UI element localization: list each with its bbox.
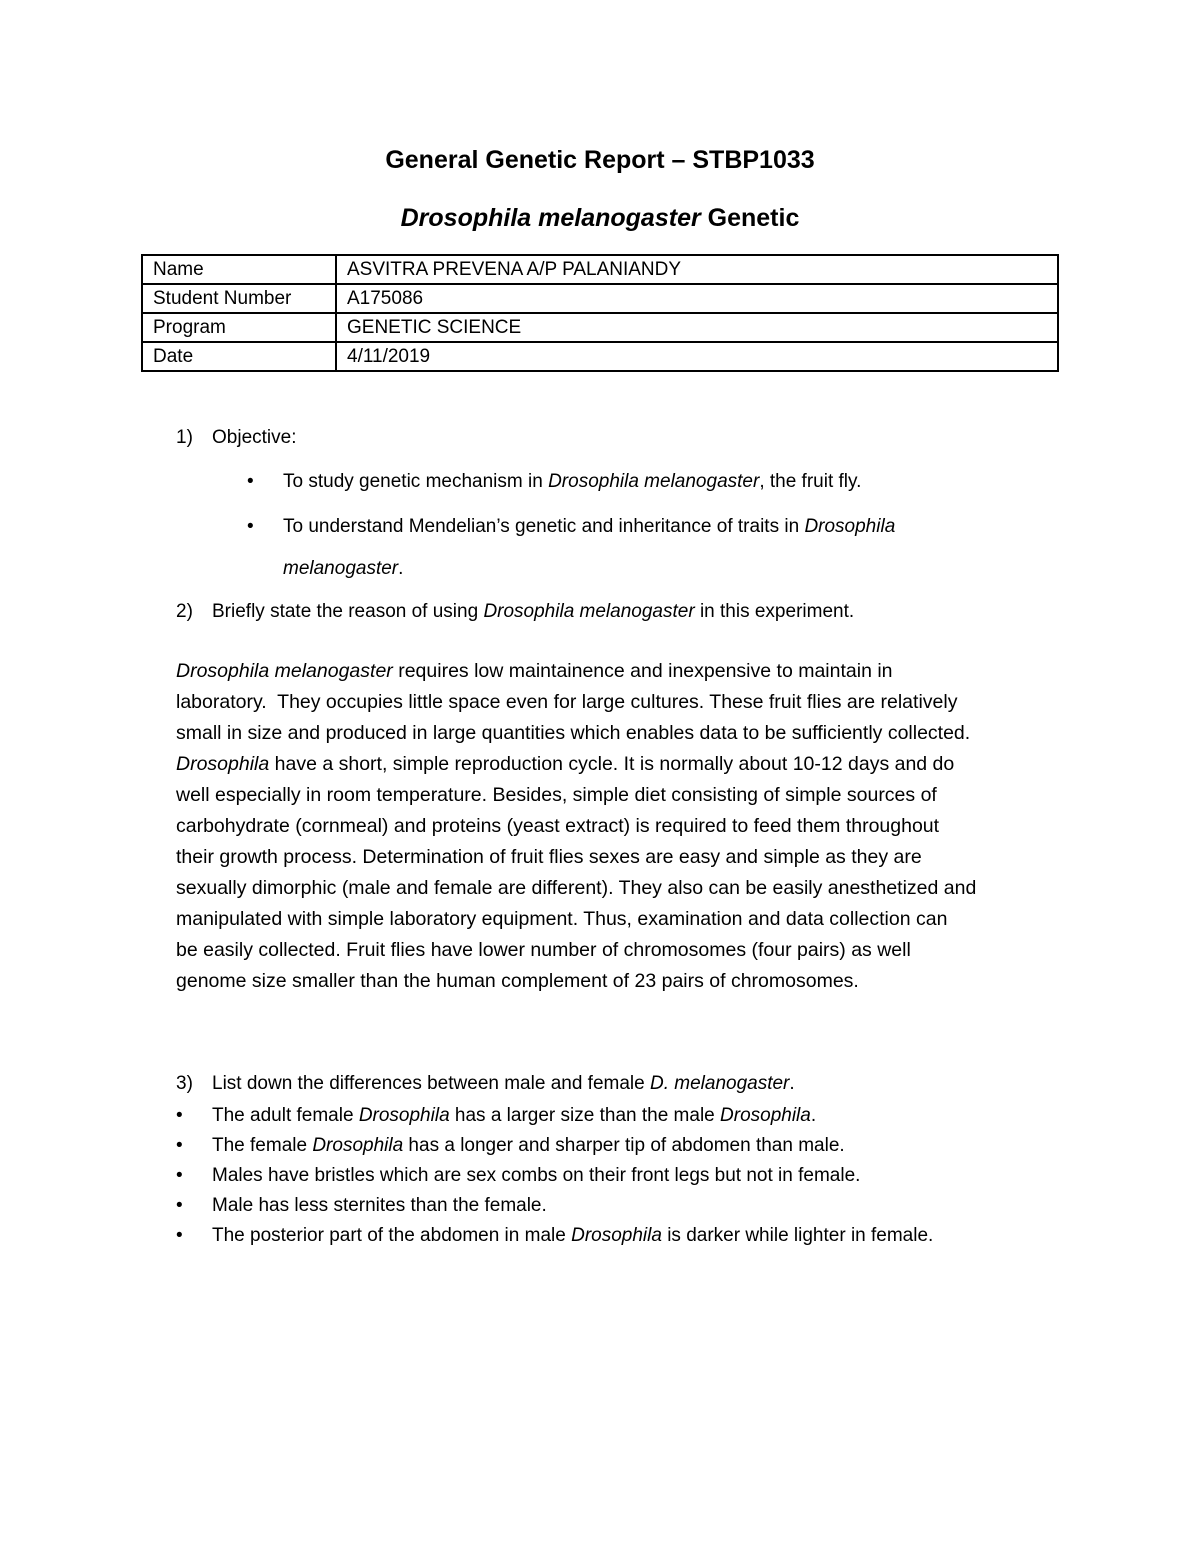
paragraph-line xyxy=(176,687,1066,718)
subtitle-species: Drosophila melanogaster xyxy=(400,204,701,232)
info-value: GENETIC SCIENCE xyxy=(336,313,1058,342)
table-row xyxy=(142,284,1058,313)
bullet-icon: • xyxy=(176,1165,183,1186)
paragraph-line xyxy=(176,718,1066,749)
paragraph-line xyxy=(176,842,1066,873)
paragraph-line xyxy=(176,904,1066,935)
italic-species: Drosophila melanogaster xyxy=(176,660,393,682)
text-segment: requires low maintainence and inexpensive to maintain in xyxy=(392,660,893,682)
text-segment: have a short, simple reproduction cycle. It is normally about 10-12 days and do xyxy=(269,753,955,775)
italic-species: Drosophila melanogaster xyxy=(548,471,760,492)
reason-paragraph xyxy=(176,656,1066,997)
text-segment: To study genetic mechanism in xyxy=(283,471,549,492)
text-segment: . xyxy=(810,1105,817,1126)
info-label: Date xyxy=(142,342,336,371)
section1-number: 1) xyxy=(176,427,193,448)
text-segment: their growth process. Determination of fruit flies sexes are easy and simple as they are xyxy=(176,846,922,868)
bullet-icon: • xyxy=(176,1225,183,1246)
objective-item xyxy=(283,514,895,540)
text-segment: well especially in room temperature. Besides, simple diet consisting of simple sources of xyxy=(176,784,937,806)
text-segment: The adult female xyxy=(212,1105,359,1126)
difference-item xyxy=(212,1103,816,1129)
text-segment: has a larger size than the male xyxy=(449,1105,721,1126)
difference-item xyxy=(212,1223,933,1249)
italic-species: Drosophila xyxy=(720,1105,811,1126)
paragraph-line xyxy=(176,935,1066,966)
section2-heading xyxy=(212,599,854,625)
paragraph-line xyxy=(176,873,1066,904)
text-segment: genome size smaller than the human complement of 23 pairs of chromosomes. xyxy=(176,970,859,992)
difference-item xyxy=(212,1133,845,1159)
text-segment: Male has less sternites than the female. xyxy=(212,1195,547,1216)
section3-heading xyxy=(212,1071,795,1097)
bullet-icon: • xyxy=(247,471,254,492)
italic-species: Drosophila xyxy=(358,1105,450,1126)
text-segment: , the fruit fly. xyxy=(759,471,862,492)
text-segment: The female xyxy=(212,1135,313,1156)
italic-species: D. melanogaster xyxy=(649,1073,790,1094)
italic-species: Drosophila melanogaster xyxy=(483,601,695,622)
text-segment: be easily collected. Fruit flies have lower number of chromosomes (four pairs) as well xyxy=(176,939,911,961)
italic-species: Drosophila xyxy=(176,753,270,775)
objective-item-continued xyxy=(283,556,403,582)
report-title: General Genetic Report – STBP1033 xyxy=(385,146,815,174)
difference-item xyxy=(212,1163,860,1189)
italic-species: Drosophila xyxy=(804,516,896,537)
text-segment: in this experiment. xyxy=(694,601,855,622)
paragraph-line xyxy=(176,780,1066,811)
text-segment: laboratory. They occupies little space even for large cultures. These fruit flies are relatively xyxy=(176,691,958,713)
bullet-icon: • xyxy=(176,1135,183,1156)
info-label: Student Number xyxy=(142,284,336,313)
text-segment: carbohydrate (cornmeal) and proteins (yeast extract) is required to feed them throughout xyxy=(176,815,940,837)
subtitle-rest: Genetic xyxy=(700,204,800,232)
italic-species: Drosophila xyxy=(312,1135,404,1156)
student-info-table xyxy=(141,254,1059,372)
info-value: 4/11/2019 xyxy=(336,342,1058,371)
table-row xyxy=(142,342,1058,371)
text-segment: Briefly state the reason of using xyxy=(212,601,484,622)
info-label: Program xyxy=(142,313,336,342)
info-value: A175086 xyxy=(336,284,1058,313)
paragraph-line xyxy=(176,811,1066,842)
text-segment: List down the differences between male and female xyxy=(212,1073,650,1094)
bullet-icon: • xyxy=(176,1195,183,1216)
objective-item xyxy=(283,469,861,495)
italic-species: Drosophila xyxy=(571,1225,662,1246)
info-label: Name xyxy=(142,255,336,284)
text-segment: sexually dimorphic (male and female are different). They also can be easily anesthetized and xyxy=(176,877,977,899)
info-value: ASVITRA PREVENA A/P PALANIANDY xyxy=(336,255,1058,284)
text-segment: . xyxy=(789,1073,795,1094)
paragraph-line xyxy=(176,656,1066,687)
bullet-icon: • xyxy=(176,1105,183,1126)
bullet-icon: • xyxy=(247,516,254,537)
table-row xyxy=(142,313,1058,342)
table-row xyxy=(142,255,1058,284)
section2-number: 2) xyxy=(176,601,193,622)
report-subtitle xyxy=(0,204,1200,233)
text-segment: The posterior part of the abdomen in male xyxy=(212,1225,572,1246)
paragraph-line xyxy=(176,966,1066,997)
text-segment: To understand Mendelian’s genetic and inheritance of traits in xyxy=(283,516,805,537)
text-segment: manipulated with simple laboratory equipment. Thus, examination and data collection can xyxy=(176,908,948,930)
text-segment: . xyxy=(398,558,404,579)
text-segment: has a longer and sharper tip of abdomen than male. xyxy=(403,1135,845,1156)
difference-item xyxy=(212,1193,547,1219)
text-segment: small in size and produced in large quantities which enables data to be sufficiently collected. xyxy=(176,722,971,744)
italic-species: melanogaster xyxy=(283,558,399,579)
section3-number: 3) xyxy=(176,1073,193,1094)
text-segment: Males have bristles which are sex combs on their front legs but not in female. xyxy=(212,1165,861,1186)
text-segment: is darker while lighter in female. xyxy=(661,1225,934,1246)
paragraph-line xyxy=(176,749,1066,780)
section1-heading: Objective: xyxy=(212,427,297,448)
